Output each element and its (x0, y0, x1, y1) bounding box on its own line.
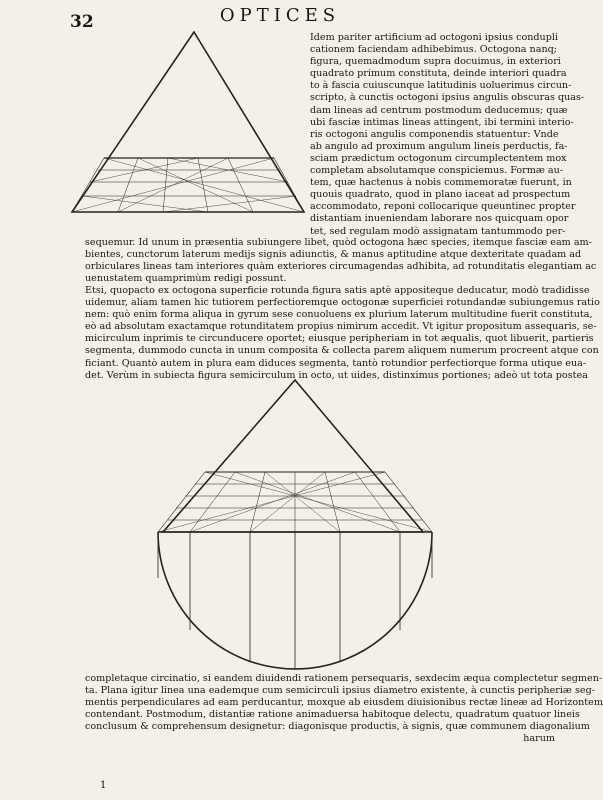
text-line: conclusum & comprehensum designetur: diagonisque productis, à signis, quæ communem diagonalium (85, 721, 590, 733)
text-line: cationem faciendam adhibebimus. Octogona nanq; (310, 44, 557, 56)
figure-semicircle-perspective (140, 378, 450, 670)
catchword: harum (523, 733, 555, 745)
text-line: ficiant. Quantò autem in plura eam diduces segmenta, tantò rotundior perfectiorque forma utique eua- (85, 357, 587, 369)
text-line: dam lineas ad centrum postmodum deducemus; quæ (310, 104, 568, 116)
paragraph-octagon-doubling (310, 32, 585, 238)
text-line: figura, quemadmodum supra docuimus, in exteriori (310, 56, 561, 68)
text-line: tem, quæ hactenus à nobis commemoratæ fuerunt, in (310, 177, 572, 189)
text-line: sciam prædictum octogonum circumplectentem mox (310, 152, 567, 164)
text-line: ab angulo ad proximum angulum lineis perductis, fa- (310, 140, 568, 152)
text-line: contendant. Postmodum, distantiæ ratione animaduersa habitoque delectu, quadratum quatuor lineis (85, 709, 580, 721)
text-line: segmenta, dummodo cuncta in unum composita & collecta parem aliquem numerum procreent atque con (85, 345, 599, 357)
figure-octagon-perspective (68, 30, 308, 216)
page-number: 32 (70, 12, 94, 32)
text-line: accommodato, reponi collocarique queuntinec propter (310, 201, 576, 213)
text-line: scripto, à cunctis octogoni ipsius angulis obscuras quas- (310, 92, 585, 104)
paragraph-round-figure (85, 285, 600, 382)
text-line: mentis perpendiculares ad eam perducantur, moxque ab eiusdem diuisionibus rectæ lineæ ad Horizontem (85, 697, 603, 709)
running-head: OPTICES (219, 5, 341, 26)
paragraph-octagon-continuation (85, 237, 597, 285)
text-line: quadrato primum constituta, deinde interiori quadra (310, 68, 567, 80)
text-line: micirculum inprimis te circunducere oportet; eiusque peripheriam in tot æqualis, quot libuerit, partieris (85, 333, 594, 345)
text-line: eò ad absolutam exactamque rotunditatem propius nimirum accedit. Vt igitur propositum assequaris, se- (85, 321, 597, 333)
paragraph-circination (85, 673, 603, 746)
text-line: ta. Plana igitur linea una eademque cum semicirculi ipsius diametro existente, à cunctis peripheriæ seg- (85, 685, 595, 697)
text-line: distantiam inueniendam laborare nos quicquam opor (310, 213, 569, 225)
text-line: uenustatem quamprimùm redigi possunt. (85, 273, 287, 285)
text-line: nem: quò enim forma aliqua in gyrum sese conuoluens ex plurium laterum multitudine fuerit constituta, (85, 309, 593, 321)
text-line: ubi fasciæ intimas lineas attingent, ibi termini interio- (310, 116, 574, 128)
text-line: Etsi, quopacto ex octogona superficie rotunda figura satis aptè appositeque deducatur, modò tradidisse (85, 285, 590, 296)
text-line: sequemur. Id unum in præsentia subiungere libet, quòd octogona hæc species, itemque fasciæ eam am- (85, 237, 592, 248)
text-line: ris octogoni angulis componendis statuentur: Vnde (310, 128, 559, 140)
text-line: uidemur, aliam tamen hic tutiorem perfectioremque octogonæ superficiei rotundandæ subiungemus ratio (85, 297, 600, 309)
text-line: Idem pariter artificium ad octogoni ipsius condupli (310, 32, 559, 43)
text-line: orbiculares lineas tam interiores quàm exteriores circumagendas adhibita, ad rotunditatis elegantiam ac (85, 261, 597, 273)
text-line: to à fascia cuiuscunque latitudinis uoluerimus circun- (310, 80, 572, 92)
footer-mark: 1 (100, 780, 107, 791)
text-line: quouis quadrato, quod in plano iaceat ad prospectum (310, 189, 571, 201)
text-line: det. Verùm in subiecta figura semicirculum in octo, ut uides, distinximus portiones; adeò ut tota postea (85, 369, 588, 381)
text-line: tet, sed regulam modò assignatam tantummodo per- (310, 225, 566, 237)
text-line: bientes, cunctorum laterum medijs signis adiunctis, & manus aptitudine atque dexteritate quadam ad (85, 249, 582, 261)
text-line: completaque circinatio, si eandem diuidendi rationem persequaris, sexdecim æqua complectetur segmen- (85, 673, 603, 684)
text-line: completam absolutamque conspiciemus. Formæ au- (310, 165, 564, 177)
